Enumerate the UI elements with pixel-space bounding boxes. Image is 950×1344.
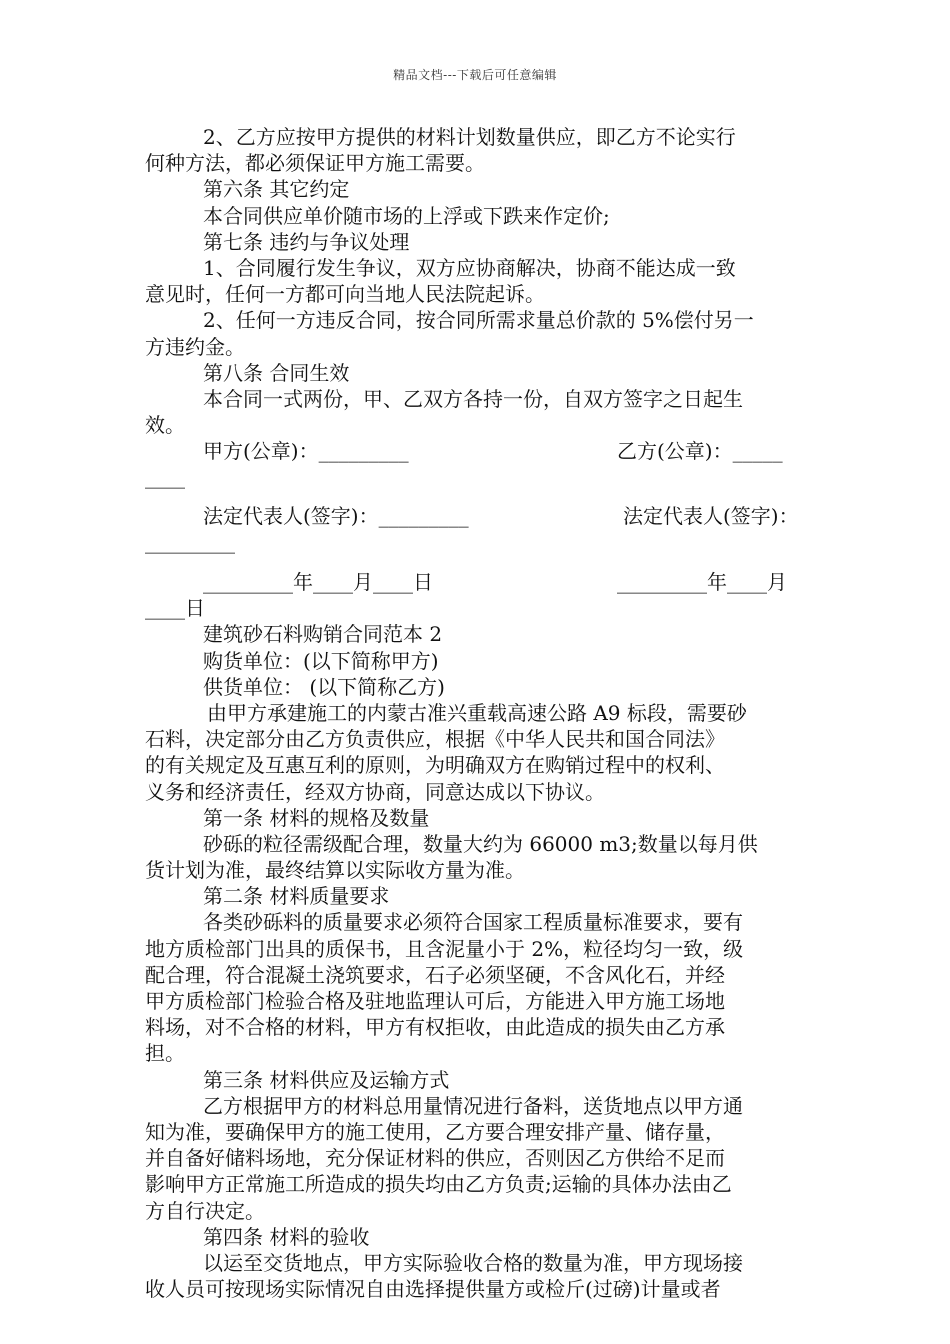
paragraph-line: 由甲方承建施工的内蒙古准兴重载高速公路 A9 标段，需要砂 [207,700,747,725]
paragraph-line: 知为准，要确保甲方的施工使用，乙方要合理安排产量、储存量， [145,1119,725,1144]
signature-row-representative [145,503,811,529]
supplier-line: 供货单位： (以下简称乙方) [203,674,445,699]
paragraph-line: 砂砾的粒径需级配合理，数量大约为 66000 m3;数量以每月供 [203,831,758,856]
paragraph-line: 效。 [145,413,185,438]
paragraph-line: 各类砂砾料的质量要求必须符合国家工程质量标准要求，要有 [203,910,743,935]
paragraph-line: 意见时，任何一方都可向当地人民法院起诉。 [145,282,545,307]
section-heading: 第七条 违约与争议处理 [203,229,410,254]
paragraph-line: 1、合同履行发生争议，双方应协商解决，协商不能达成一致 [203,255,736,280]
section-heading: 第六条 其它约定 [203,177,350,202]
signature-row-seal [145,438,811,464]
buyer-line: 购货单位：(以下简称甲方) [203,648,439,673]
paragraph-line: 甲方质检部门检验合格及驻地监理认可后，方能进入甲方施工场地 [145,989,725,1013]
paragraph-line: 并自备好储料场地，充分保证材料的供应，否则因乙方供给不足而 [145,1146,725,1171]
party-a-representative-label: 法定代表人(签字)：_________ [203,503,469,528]
paragraph-line: 2、任何一方违反合同，按合同所需求量总价款的 5%偿付另一 [203,308,754,333]
paragraph-line: 货计划为准，最终结算以实际收方量为准。 [145,858,525,883]
party-a-date: _________年____月____日 [203,570,433,594]
paragraph-line: 义务和经济责任，经双方协商，同意达成以下协议。 [145,779,605,804]
date-continuation: ____日 [145,596,205,621]
paragraph-line: 2、乙方应按甲方提供的材料计划数量供应，即乙方不论实行 [203,125,736,149]
paragraph-line: 收人员可按现场实际情况自由选择提供量方或检斤(过磅)计量或者 [145,1277,721,1302]
party-a-seal-label: 甲方(公章)：_________ [203,439,409,464]
document-body [145,124,811,1302]
section-heading: 第二条 材料质量要求 [203,884,390,909]
document-title: 建筑砂石料购销合同范本 2 [203,622,443,647]
section-heading: 第三条 材料供应及运输方式 [203,1067,450,1092]
paragraph-line: 地方质检部门出具的质保书，且含泥量小于 2%，粒径均匀一致，级 [145,936,744,961]
party-b-seal-label: 乙方(公章)：_____ [617,439,783,464]
paragraph-line: 影响甲方正常施工所造成的损失均由乙方负责;运输的具体办法由乙 [145,1172,732,1197]
paragraph-line: 本合同供应单价随市场的上浮或下跌来作定价; [203,203,610,228]
paragraph-line: 何种方法，都必须保证甲方施工需要。 [145,151,485,176]
signature-row-date [145,569,811,595]
party-b-date: _________年____月 [617,570,787,594]
paragraph-line: 料场，对不合格的材料，甲方有权拒收，由此造成的损失由乙方承 [145,1015,725,1040]
paragraph-line: 乙方根据甲方的材料总用量情况进行备料，送货地点以甲方通 [203,1093,743,1118]
section-heading: 第八条 合同生效 [203,360,350,385]
paragraph-line: 的有关规定及互惠互利的原则，为明确双方在购销过程中的权利、 [145,753,725,778]
paragraph-line: 石料，决定部分由乙方负责供应，根据《中华人民共和国合同法》 [145,727,725,752]
paragraph-line: 本合同一式两份，甲、乙双方各持一份，自双方签字之日起生 [203,386,743,411]
signature-continuation: _________ [145,529,235,554]
paragraph-line: 方违约金。 [145,334,245,359]
paragraph-line: 担。 [145,1041,185,1066]
paragraph-line: 配合理，符合混凝土浇筑要求，石子必须坚硬，不含风化石，并经 [145,962,725,987]
section-heading: 第四条 材料的验收 [203,1224,370,1249]
page-header: 精品文档---下载后可任意编辑 [393,68,557,82]
paragraph-line: 以运至交货地点，甲方实际验收合格的数量为准，甲方现场接 [203,1250,743,1275]
section-heading: 第一条 材料的规格及数量 [203,805,430,830]
signature-continuation: ____ [145,465,185,490]
party-b-representative-label: 法定代表人(签字)： [623,503,799,528]
paragraph-line: 方自行决定。 [145,1198,265,1223]
